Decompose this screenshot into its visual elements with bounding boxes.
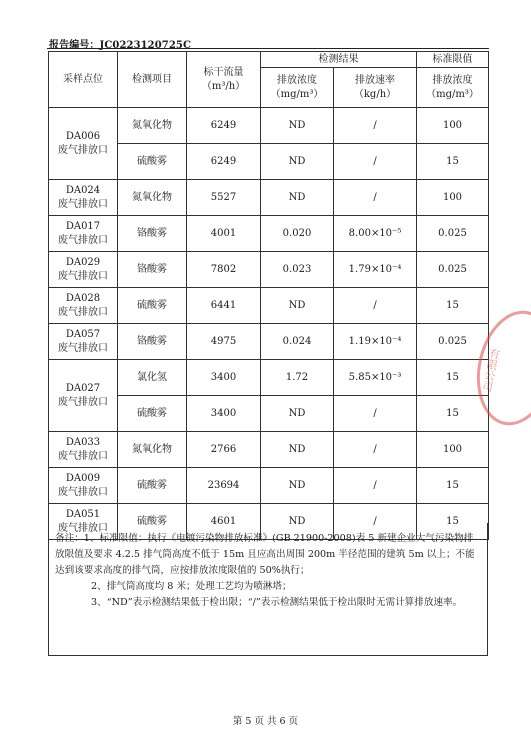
limit-cell: 15 <box>417 396 489 432</box>
page-number: 第 5 页 共 6 页 <box>232 716 299 727</box>
col-limit-unit: （mg/m³） <box>426 88 479 100</box>
item-cell: 氯化氢 <box>118 360 187 396</box>
flow-cell: 23694 <box>187 468 261 504</box>
site-cell <box>49 108 118 180</box>
conc-cell: ND <box>261 108 334 144</box>
item-cell: 氮氧化物 <box>118 108 187 144</box>
note-3: 3、“ND”表示检测结果低于检出限；“/”表示检测结果低于检出限时无需计算排放速率。 <box>91 597 463 608</box>
site-cell <box>49 252 118 288</box>
site-code: DA027 <box>65 382 101 394</box>
flow-cell: 3400 <box>187 396 261 432</box>
rate-cell: / <box>334 396 417 432</box>
site-code: DA024 <box>65 184 101 196</box>
conc-cell: ND <box>261 288 334 324</box>
conc-cell: ND <box>261 504 334 540</box>
site-code: DA009 <box>65 472 101 484</box>
site-desc: 废气排放口 <box>58 522 108 534</box>
item-cell: 硫酸雾 <box>118 468 187 504</box>
site-cell <box>49 324 118 360</box>
note-1: 备注：1、标准限值：执行《电镀污染物排放标准》(GB 21900-2008)表 5 新建企业大气污染物排放限值及要求 4.2.5 排气筒高度不低于 15m 且应高出周围 200m 半径范围的建筑 5m 以上；不能达到该要求高度的排气筒，应按排放浓度限值的 50%执行； <box>55 533 475 576</box>
table-row <box>49 360 489 396</box>
col-limit-header: 标准限值 <box>417 52 489 68</box>
site-cell <box>49 432 118 468</box>
flow-cell: 6249 <box>187 144 261 180</box>
limit-cell: 100 <box>417 180 489 216</box>
col-item-header: 检测项目 <box>118 52 187 108</box>
col-site-header: 采样点位 <box>49 52 118 108</box>
rate-cell: / <box>334 468 417 504</box>
limit-cell: 0.025 <box>417 252 489 288</box>
rate-cell: 1.19×10⁻⁴ <box>334 324 417 360</box>
conc-cell: ND <box>261 468 334 504</box>
flow-cell: 7802 <box>187 252 261 288</box>
conc-cell: 0.024 <box>261 324 334 360</box>
notes-box <box>48 523 488 656</box>
limit-cell: 15 <box>417 360 489 396</box>
site-code: DA006 <box>65 130 101 142</box>
limit-cell: 0.025 <box>417 216 489 252</box>
table-row <box>49 252 489 288</box>
rate-cell: 5.85×10⁻³ <box>334 360 417 396</box>
conc-cell: 1.72 <box>261 360 334 396</box>
site-desc: 废气排放口 <box>58 270 108 282</box>
flow-cell: 5527 <box>187 180 261 216</box>
col-rate-label: 排放速率 <box>355 74 395 86</box>
col-limit-conc-header <box>417 68 489 108</box>
col-conc-header <box>261 68 334 108</box>
site-desc: 废气排放口 <box>58 306 108 318</box>
col-flow-unit: （m³/h） <box>201 80 246 92</box>
table-row <box>49 108 489 144</box>
limit-cell: 100 <box>417 432 489 468</box>
conc-cell: 0.020 <box>261 216 334 252</box>
table-row <box>49 216 489 252</box>
site-desc: 废气排放口 <box>58 234 108 246</box>
item-cell: 铬酸雾 <box>118 324 187 360</box>
rate-cell: 8.00×10⁻⁵ <box>334 216 417 252</box>
rate-cell: 1.79×10⁻⁴ <box>334 252 417 288</box>
limit-cell: 100 <box>417 108 489 144</box>
report-number: 报告编号：JC0223120725C <box>49 40 192 51</box>
item-cell: 氮氧化物 <box>118 180 187 216</box>
flow-cell: 4601 <box>187 504 261 540</box>
site-cell <box>49 216 118 252</box>
conc-cell: ND <box>261 180 334 216</box>
site-code: DA029 <box>65 256 101 268</box>
col-rate-unit: （kg/h） <box>353 88 397 100</box>
conc-cell: 0.023 <box>261 252 334 288</box>
limit-cell: 15 <box>417 288 489 324</box>
limit-cell: 15 <box>417 504 489 540</box>
col-flow-header <box>187 52 261 108</box>
seal-text: 有限公司 <box>479 346 502 393</box>
site-desc: 废气排放口 <box>58 486 108 498</box>
site-cell <box>49 288 118 324</box>
flow-cell: 4975 <box>187 324 261 360</box>
flow-cell: 3400 <box>187 360 261 396</box>
conc-cell: ND <box>261 144 334 180</box>
flow-cell: 6249 <box>187 108 261 144</box>
results-body <box>49 108 489 540</box>
col-results-header: 检测结果 <box>261 52 417 68</box>
item-cell: 硫酸雾 <box>118 144 187 180</box>
item-cell: 硫酸雾 <box>118 396 187 432</box>
site-code: DA017 <box>65 220 101 232</box>
site-code: DA028 <box>65 292 101 304</box>
site-code: DA051 <box>65 508 101 520</box>
rate-cell: / <box>334 144 417 180</box>
table-row <box>49 468 489 504</box>
rate-cell: / <box>334 108 417 144</box>
site-desc: 废气排放口 <box>58 198 108 210</box>
flow-cell: 4001 <box>187 216 261 252</box>
item-cell: 铬酸雾 <box>118 252 187 288</box>
conc-cell: ND <box>261 432 334 468</box>
site-cell <box>49 468 118 504</box>
flow-cell: 2766 <box>187 432 261 468</box>
rate-cell: / <box>334 432 417 468</box>
results-table <box>48 51 489 540</box>
site-code: DA057 <box>65 328 101 340</box>
conc-cell: ND <box>261 396 334 432</box>
table-row <box>49 432 489 468</box>
flow-cell: 6441 <box>187 288 261 324</box>
note-2: 2、排气筒高度均 8 米；处理工艺均为喷淋塔； <box>91 581 292 592</box>
rate-cell: / <box>334 180 417 216</box>
limit-cell: 0.025 <box>417 324 489 360</box>
site-cell <box>49 360 118 432</box>
limit-cell: 15 <box>417 468 489 504</box>
site-desc: 废气排放口 <box>58 396 108 408</box>
site-desc: 废气排放口 <box>58 450 108 462</box>
rate-cell: / <box>334 288 417 324</box>
table-row <box>49 180 489 216</box>
item-cell: 铬酸雾 <box>118 216 187 252</box>
col-limit-conc-label: 排放浓度 <box>432 74 473 86</box>
limit-cell: 15 <box>417 144 489 180</box>
site-code: DA033 <box>65 436 101 448</box>
col-flow-label: 标干流量 <box>203 66 244 78</box>
header-rule <box>47 48 489 49</box>
table-row <box>49 324 489 360</box>
rate-cell: / <box>334 504 417 540</box>
site-cell <box>49 180 118 216</box>
item-cell: 硫酸雾 <box>118 288 187 324</box>
item-cell: 硫酸雾 <box>118 504 187 540</box>
col-rate-header <box>334 68 417 108</box>
col-conc-unit: （mg/m³） <box>270 88 324 100</box>
site-desc: 废气排放口 <box>58 144 108 156</box>
site-desc: 废气排放口 <box>58 342 108 354</box>
table-row <box>49 288 489 324</box>
item-cell: 氮氧化物 <box>118 432 187 468</box>
col-conc-label: 排放浓度 <box>277 74 317 86</box>
